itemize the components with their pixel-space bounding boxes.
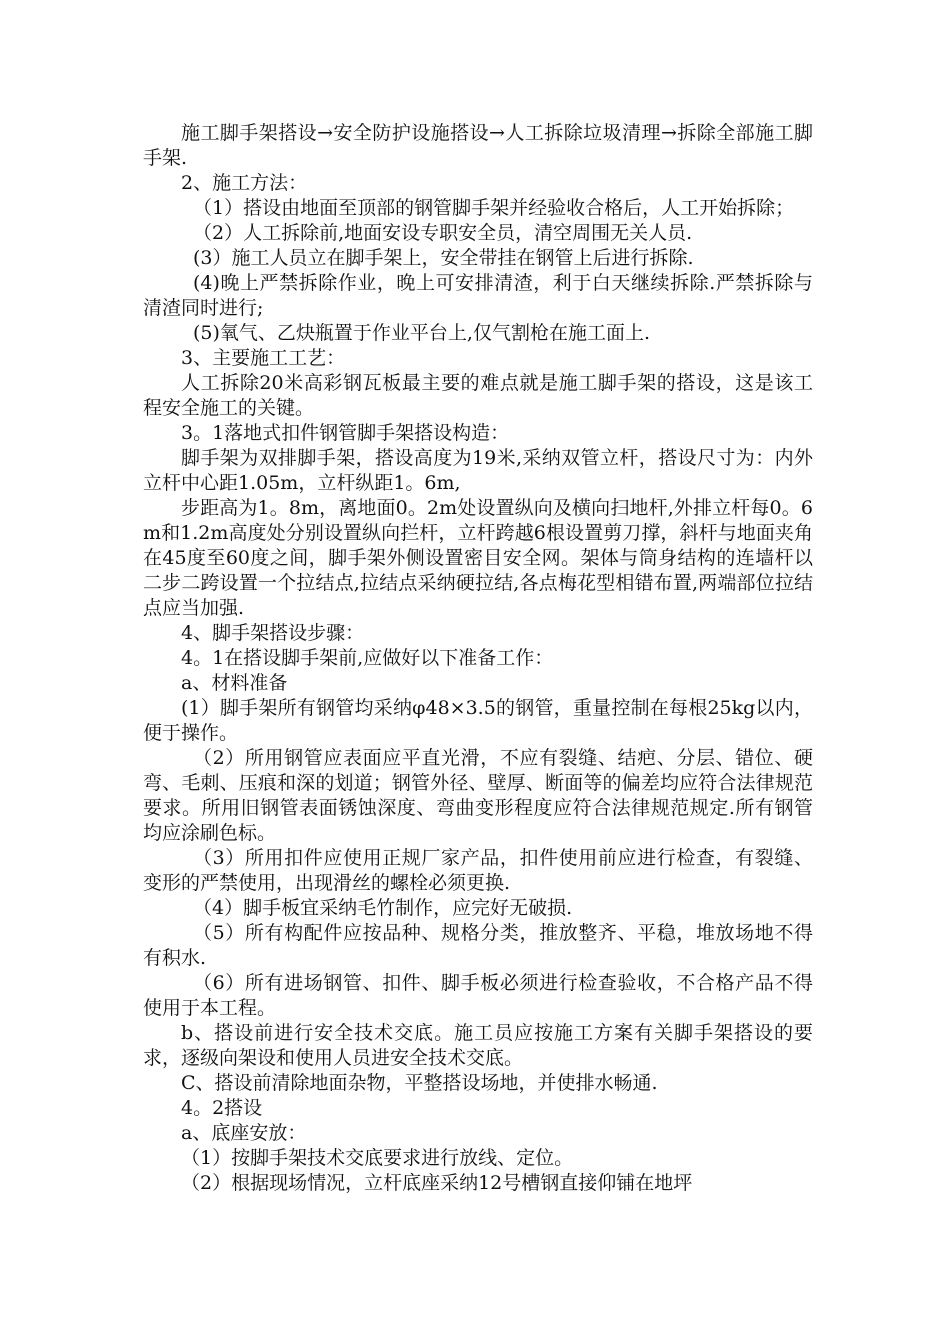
paragraph: （3）所用扣件应使用正规厂家产品，扣件使用前应进行检查，有裂缝、变形的严禁使用，出现滑丝的螺栓必须更换. [143, 847, 813, 894]
paragraph: 脚手架为双排脚手架，搭设高度为19米,采纳双管立杆，搭设尺寸为：内外立杆中心距1.05m，立杆纵距1。6m, [143, 447, 813, 494]
paragraph: （1）按脚手架技术交底要求进行放线、定位。 [181, 1147, 574, 1169]
paragraph: 人工拆除20米高彩钢瓦板最主要的难点就是施工脚手架的搭设，这是该工程安全施工的关键。 [143, 372, 813, 419]
paragraph: （1）搭设由地面至顶部的钢管脚手架并经验收合格后，人工开始拆除； [193, 197, 795, 219]
paragraph: 3。1落地式扣件钢管脚手架搭设构造： [181, 422, 510, 444]
paragraph: C、搭设前清除地面杂物，平整搭设场地，并使排水畅通. [181, 1072, 658, 1094]
paragraph: （2）所用钢管应表面应平直光滑，不应有裂缝、结疤、分层、错位、硬弯、毛刺、压痕和深的划道；钢管外径、壁厚、断面等的偏差均应符合法律规范要求。所用旧钢管表面锈蚀深度、弯曲变形程度应符合法律规范规定.所有钢管均应涂刷色标。 [143, 747, 813, 844]
paragraph: （2）根据现场情况，立杆底座采纳12号槽钢直接仰铺在地坪 [181, 1172, 693, 1194]
paragraph: （5）所有构配件应按品种、规格分类，推放整齐、平稳，堆放场地不得有积水. [143, 922, 813, 969]
paragraph: b、搭设前进行安全技术交底。施工员应按施工方案有关脚手架搭设的要求，逐级向架设和使用人员进安全技术交底。 [143, 1022, 813, 1069]
paragraph: 4。1在搭设脚手架前,应做好以下准备工作： [181, 647, 554, 669]
paragraph: 4。2搭设 [181, 1097, 263, 1119]
paragraph: (5)氧气、乙炔瓶置于作业平台上,仅气割枪在施工面上. [193, 322, 650, 344]
paragraph: a、底座安放： [181, 1122, 307, 1144]
paragraph: 施工脚手架搭设→安全防护设施搭设→人工拆除垃圾清理→拆除全部施工脚手架. [143, 122, 813, 169]
paragraph: 4、脚手架搭设步骤： [181, 622, 365, 644]
paragraph: （2）人工拆除前,地面安设专职安全员，清空周围无关人员. [193, 222, 693, 244]
paragraph: (1）脚手架所有钢管均采纳φ48×3.5的钢管，重量控制在每根25kg以内，便于操作。 [143, 697, 813, 744]
paragraph: 步距高为1。8m，离地面0。2m处设置纵向及横向扫地杆,外排立杆每0。6m和1.2m高度处分别设置纵向拦杆，立杆跨越6根设置剪刀撑，斜杆与地面夹角在45度至60度之间，脚手架外侧设置密目安全网。架体与筒身结构的连墙杆以二步二跨设置一个拉结点,拉结点采纳硬拉结,各点梅花型相错布置,两端部位拉结点应当加强. [143, 497, 813, 619]
paragraph: （4）脚手板宜采纳毛竹制作，应完好无破损. [193, 897, 573, 919]
paragraph: （6）所有进场钢管、扣件、脚手板必须进行检查验收，不合格产品不得使用于本工程。 [143, 972, 813, 1019]
paragraph: 2、施工方法： [181, 172, 308, 194]
paragraph: a、材料准备 [181, 672, 288, 694]
paragraph: 3、主要施工工艺： [181, 347, 346, 369]
paragraph: (3）施工人员立在脚手架上，安全带挂在钢管上后进行拆除. [193, 247, 694, 269]
paragraph: (4)晚上严禁拆除作业，晚上可安排清渣，利于白天继续拆除.严禁拆除与清渣同时进行; [143, 272, 813, 319]
document-body [143, 121, 813, 1196]
